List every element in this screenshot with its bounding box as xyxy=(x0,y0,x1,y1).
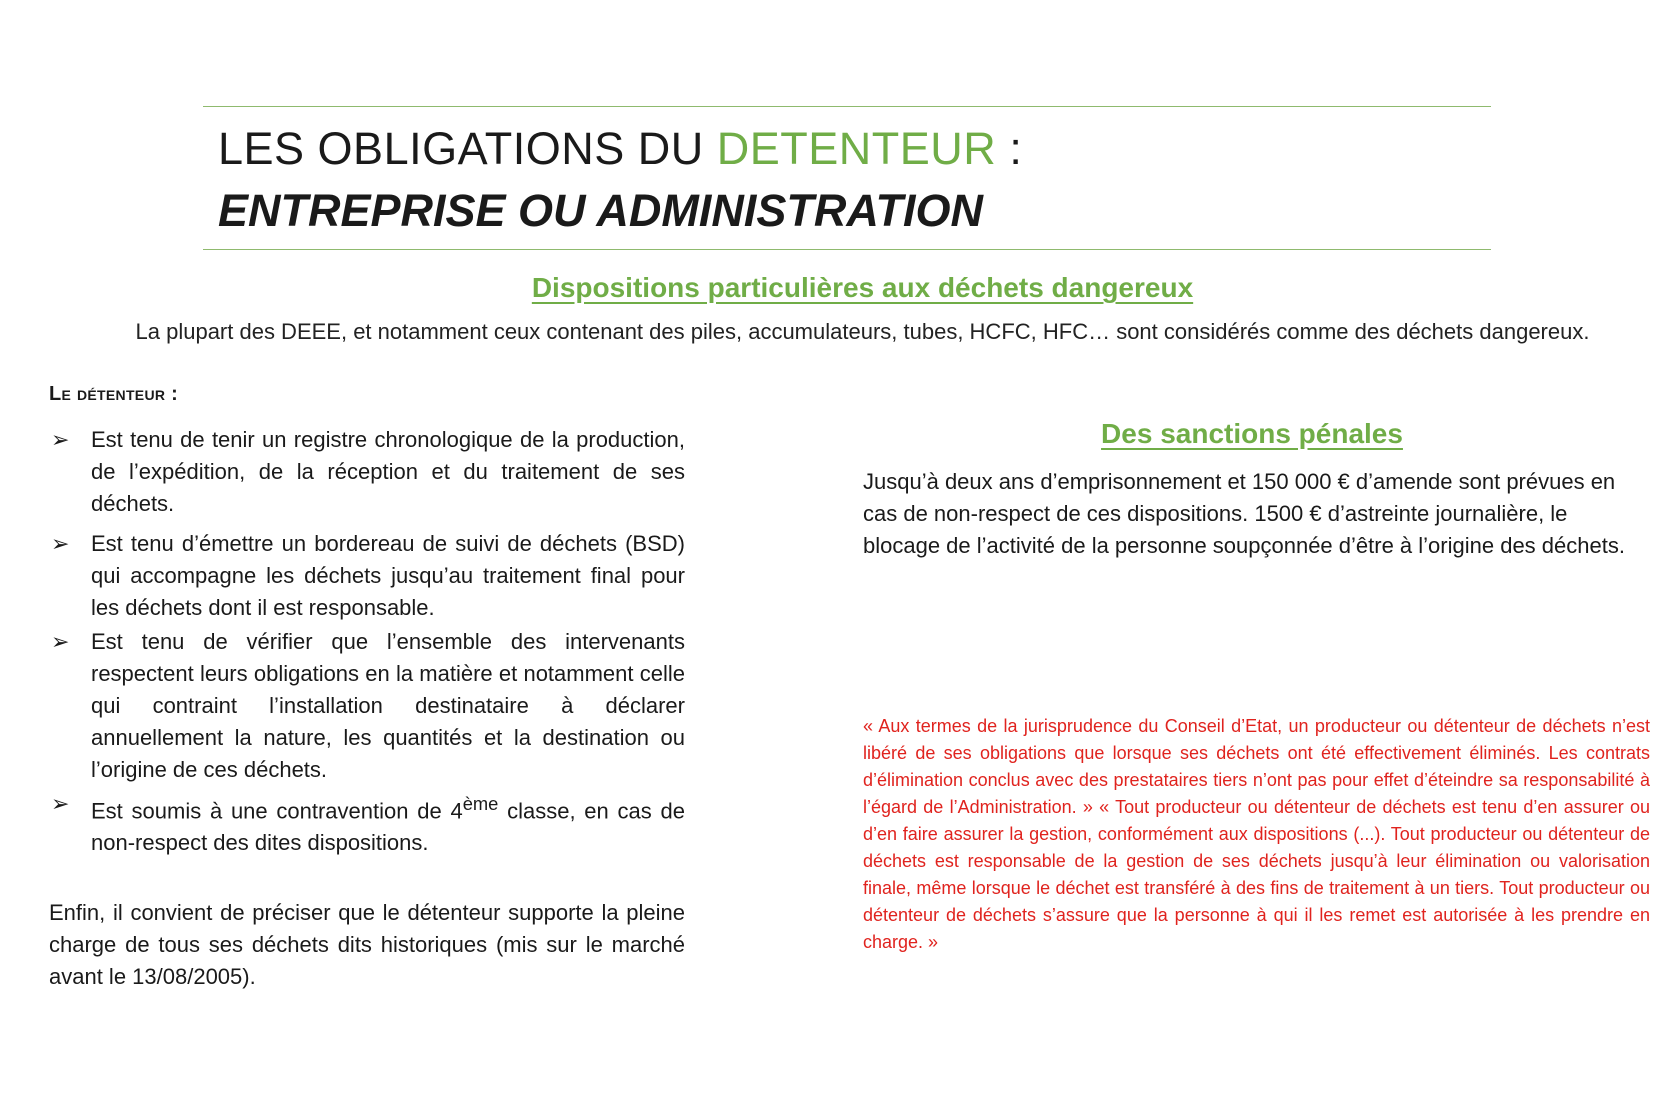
dangerous-waste-text: La plupart des DEEE, et notamment ceux contenant des piles, accumulateurs, tubes, HCFC, HFC… sont considérés comme des déchets dangereux. xyxy=(135,319,1590,344)
title-line-1: LES OBLIGATIONS DU DETENTEUR : xyxy=(218,123,1023,174)
holder-heading: Le détenteur : xyxy=(49,383,179,405)
title-bottom-rule xyxy=(203,249,1491,250)
arrow-bullet-icon: ➢ xyxy=(51,427,70,452)
jurisprudence-quote: « Aux termes de la jurisprudence du Conseil d’Etat, un producteur ou détenteur de déchets n’est libéré de ses obligations que lorsque ses déchets ont été effectivement éliminés. Les contrats d’élimination conclus avec des prestataires tiers n’ont pas pour effet d’éteindre sa responsabilité à l’égard de l’Administration. » « Tout producteur ou détenteur de déchets est tenu d’en assurer ou d’en faire assurer la gestion, conformément aux dispositions (...). Tout producteur ou détenteur de déchets est responsable de la gestion de ses déchets jusqu’à leur élimination ou valorisation finale, même lorsque le déchet est transféré à des fins de traitement à un tiers. Tout producteur ou détenteur de déchets s’assure que la personne à qui il les remet est autorisée à les prendre en charge. » xyxy=(863,716,1650,952)
title-accent-word: DETENTEUR xyxy=(716,123,997,174)
superscript: ème xyxy=(462,793,499,814)
holder-section xyxy=(49,383,685,993)
list-item: ➢ Est tenu de tenir un registre chronologique de la production, de l’expédition, de la réception et du traitement de ses déchets. xyxy=(49,424,685,520)
holder-conclusion: Enfin, il convient de préciser que le détenteur supporte la pleine charge de tous ses déchets dits historiques (mis sur le marché avant le 13/08/2005). xyxy=(49,900,685,990)
title-top-rule xyxy=(203,106,1491,107)
arrow-bullet-icon: ➢ xyxy=(51,791,70,816)
list-item: ➢ Est tenu de vérifier que l’ensemble des intervenants respectent leurs obligations en la matière et notamment celle qui contraint l’installation destinataire à déclarer annuellement la nature, les quantités et la destination ou l’origine de ces déchets. xyxy=(49,626,685,786)
sanctions-heading: Des sanctions pénales xyxy=(1101,418,1403,449)
sanctions-section xyxy=(863,418,1641,562)
list-item: ➢ Est soumis à une contravention de 4ème classe, en cas de non-respect des dites dispositions. xyxy=(49,788,685,859)
dangerous-waste-heading: Dispositions particulières aux déchets dangereux xyxy=(531,272,1194,303)
obligations-list xyxy=(49,424,685,859)
sanctions-text: Jusqu’à deux ans d’emprisonnement et 150 000 € d’amende sont prévues en cas de non-respect de ces dispositions. 1500 € d’astreinte journalière, le blocage de l’activité de la personne soupçonnée d’être à l’origine des déchets. xyxy=(863,469,1625,558)
page-title xyxy=(218,118,1022,242)
arrow-bullet-icon: ➢ xyxy=(51,531,70,556)
list-item: ➢ Est tenu d’émettre un bordereau de suivi de déchets (BSD) qui accompagne les déchets jusqu’au traitement final pour les déchets dont il est responsable. xyxy=(49,528,685,624)
title-line-2: ENTREPRISE OU ADMINISTRATION xyxy=(218,185,984,236)
arrow-bullet-icon: ➢ xyxy=(51,629,70,654)
